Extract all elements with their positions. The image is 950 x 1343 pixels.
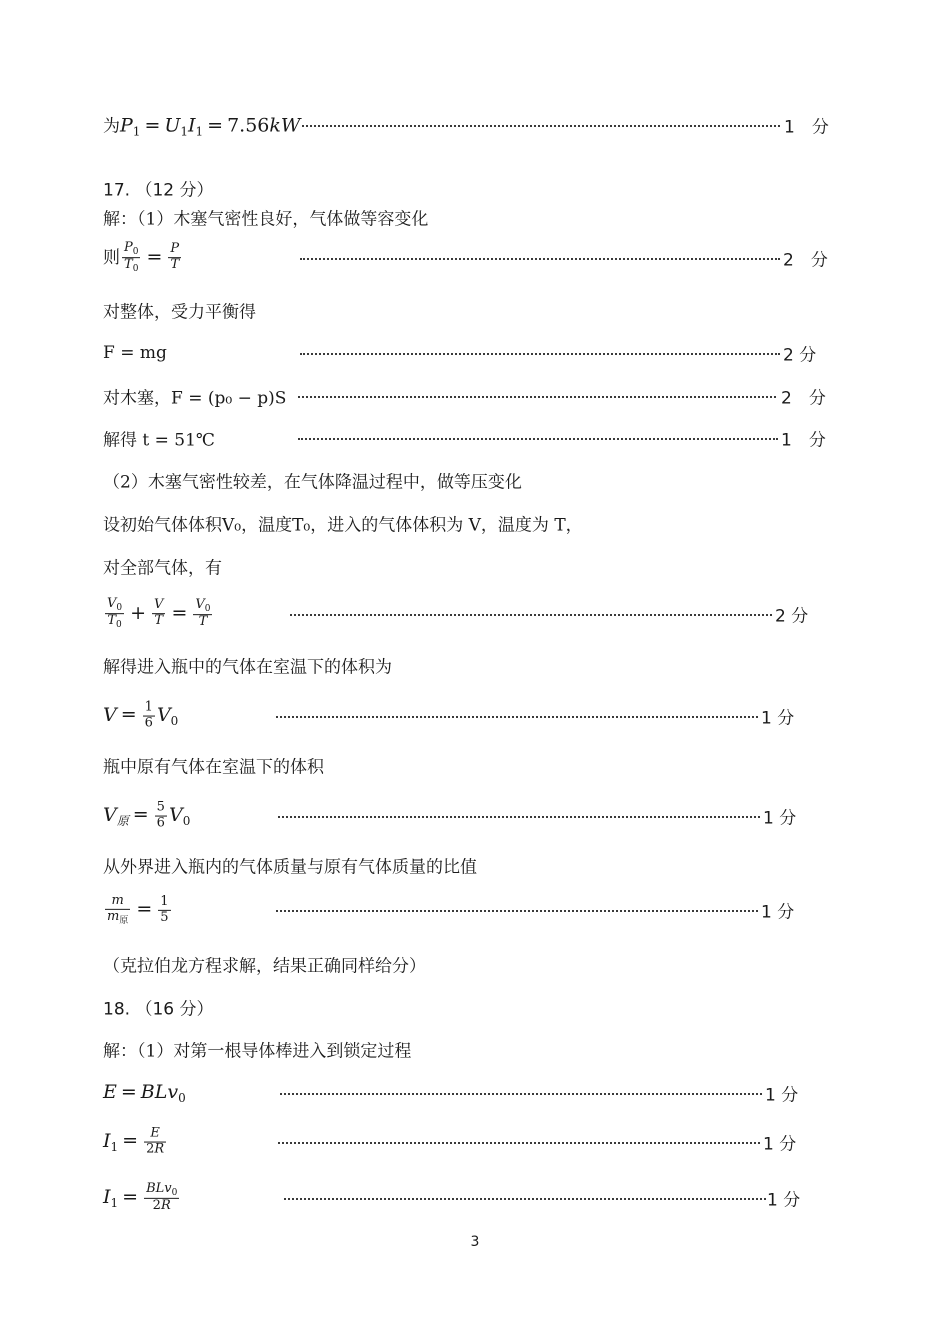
mass-equation-row: [0, 890, 950, 930]
mass-equation: $\frac{m}{m_原}$ = $\frac{1}{5}$: [107, 892, 169, 926]
solve-in-text: 解得进入瓶中的气体在室温下的体积为: [103, 657, 392, 678]
leader-dots: [300, 353, 780, 356]
score-points: 2 分: [781, 388, 826, 409]
score-points: 2 分: [783, 345, 817, 366]
q18-heading-row: [0, 987, 950, 1027]
piston-equation: [103, 384, 286, 409]
leader-dots: [290, 614, 772, 617]
score-points: 1 分: [763, 808, 797, 829]
leader-dots: [280, 1093, 762, 1096]
current-equation-1: $I_1$ = $\frac{E}{2R}$: [103, 1125, 165, 1157]
orig-text-row: [0, 745, 950, 785]
piston-equation-row: [0, 376, 950, 416]
leader-dots: [284, 1198, 766, 1201]
leader-dots: [302, 125, 780, 128]
force-equation: F = mg: [103, 343, 167, 363]
q17-part2-intro: （2）木塞气密性较差，在气体降温过程中，做等压变化: [103, 472, 522, 493]
current-equation-row-1: [0, 1122, 950, 1162]
setup-row: [0, 503, 950, 543]
leader-dots: [276, 716, 758, 719]
score-points: 2 分: [775, 606, 809, 627]
leader-dots: [298, 438, 778, 441]
force-equation-row: [0, 333, 950, 373]
score-points: 1 分: [767, 1190, 801, 1211]
score-points: 2 分: [783, 250, 828, 271]
temperature-result: 解得 t = 51℃: [103, 430, 215, 451]
mass-text-row: [0, 845, 950, 885]
score-points: 1 分: [784, 117, 829, 138]
score-points: 1 分: [781, 430, 826, 451]
leader-dots: [278, 816, 760, 819]
leader-dots: [298, 396, 776, 399]
setup-text: 设初始气体体积V₀，温度T₀，进入的气体体积为 V，温度为 T，: [103, 515, 583, 536]
q18-part1-intro: 解：（1）对第一根导体棒进入到锁定过程: [103, 1041, 412, 1062]
q18-part1-intro-row: [0, 1029, 950, 1069]
note-row: [0, 944, 950, 984]
q17-part1-intro: 解：（1）木塞气密性良好，气体做等容变化: [103, 209, 429, 230]
v-orig-equation: $V_原$ = $\frac{5}{6}$ $V_0$: [103, 799, 191, 831]
all-gas-text: 对全部气体，有: [103, 558, 222, 579]
current-equation-row-2: [0, 1178, 950, 1218]
score-points: 1 分: [761, 708, 795, 729]
leader-dots: [276, 910, 758, 913]
ratio-prefix: 则: [103, 248, 120, 268]
piston-formula: F = (p₀ − p)S: [171, 388, 287, 409]
q17-heading: 17. （12 分）: [103, 180, 214, 201]
volume-equation-row: [0, 594, 950, 634]
power-line: [0, 105, 950, 145]
q17-part2-intro-row: [0, 460, 950, 500]
whole-text-row: [0, 290, 950, 330]
emf-equation-row: [0, 1073, 950, 1113]
power-equation: 为$P_1 = U_1I_1 = 7.56kW$: [103, 114, 301, 139]
current-equation-2: $I_1$ = $\frac{BLv_0}{2R}$: [103, 1180, 178, 1214]
mass-text: 从外界进入瓶内的气体质量与原有气体质量的比值: [103, 857, 477, 878]
all-gas-row: [0, 546, 950, 586]
piston-prefix: 对木塞，: [103, 388, 171, 409]
power-prefix: 为: [103, 116, 120, 137]
score-points: 1 分: [761, 902, 795, 923]
q17-part1-intro-row: [0, 197, 950, 237]
ratio-equation-row: [0, 238, 950, 278]
q18-heading: 18. （16 分）: [103, 999, 214, 1020]
page-number: 3: [470, 1234, 480, 1250]
temperature-result-row: [0, 418, 950, 458]
volume-equation: $\frac{V_0}{T_0}$ + $\frac{V}{T}$ = $\frac{V_0}{T}$: [107, 596, 211, 631]
whole-text: 对整体，受力平衡得: [103, 302, 256, 323]
orig-text: 瓶中原有气体在室温下的体积: [103, 757, 324, 778]
score-points: 1 分: [763, 1134, 797, 1155]
score-points: 1 分: [765, 1085, 799, 1106]
leader-dots: [300, 258, 780, 261]
leader-dots: [278, 1142, 760, 1145]
v-equation: V = $\frac{1}{6}$ $V_0$: [103, 699, 179, 731]
note-text: （克拉伯龙方程求解，结果正确同样给分）: [103, 956, 426, 977]
v-equation-row: [0, 696, 950, 736]
ratio-equation: 则 $\frac{P_0}{T_0}$ = $\frac{P}{T}$: [103, 240, 180, 275]
solve-in-row: [0, 645, 950, 685]
v-orig-equation-row: [0, 796, 950, 836]
emf-equation: E = BLv$_0$: [103, 1081, 186, 1105]
